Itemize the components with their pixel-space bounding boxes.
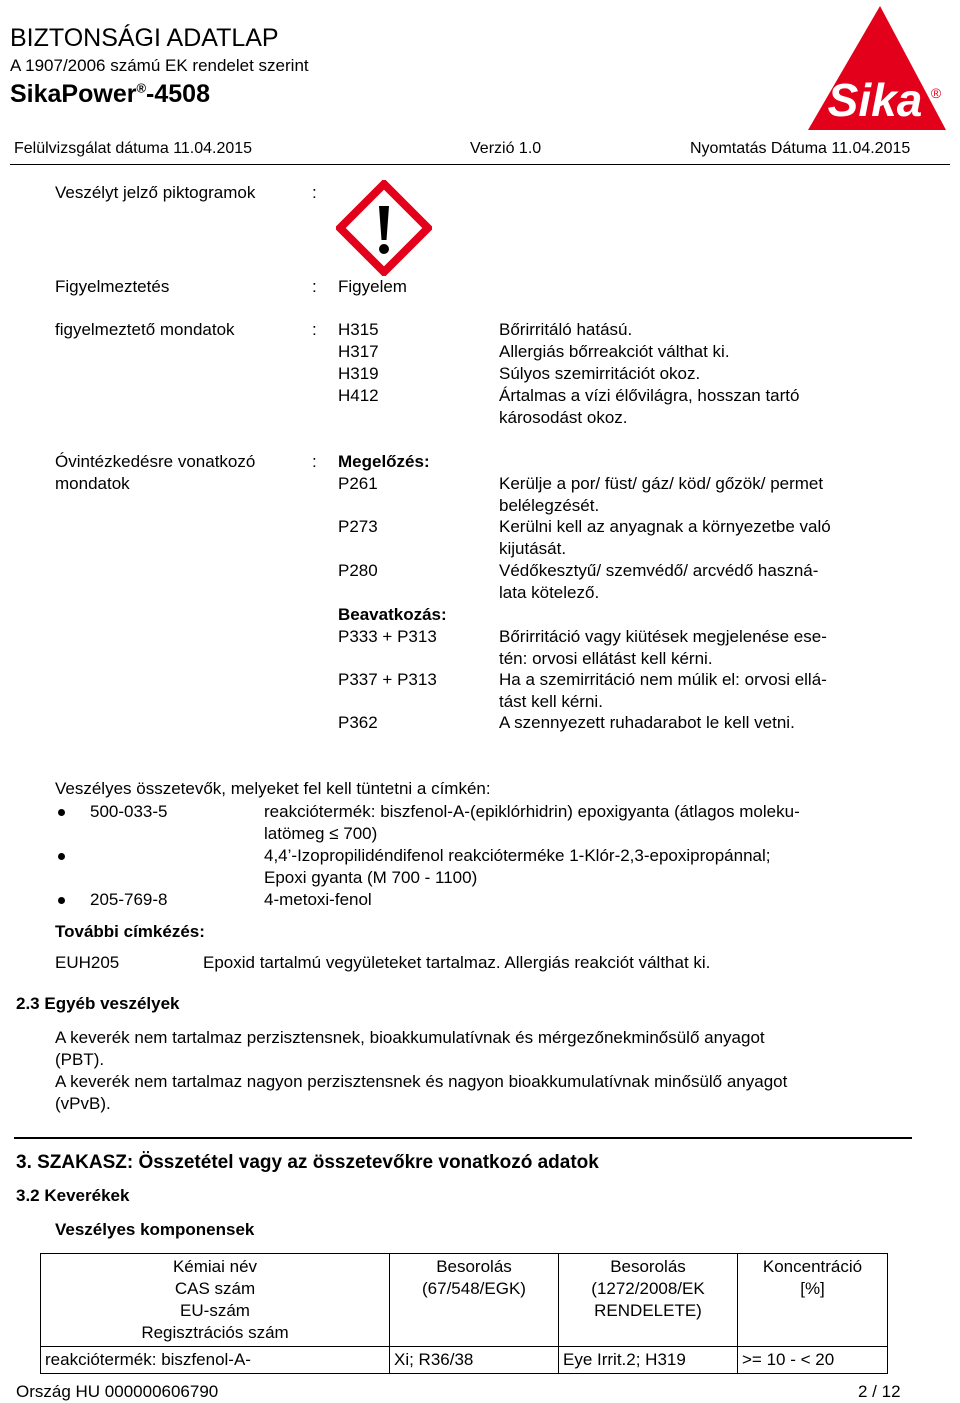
components-table	[40, 1253, 888, 1374]
other-hazards-heading: 2.3 Egyéb veszélyek	[16, 994, 180, 1013]
exclamation-mark-pictogram-icon	[336, 180, 432, 276]
hazard-text: károsodást okoz.	[499, 408, 628, 427]
precaution-code: P337 + P313	[338, 670, 437, 689]
section-3-title: 3. SZAKASZ: Összetétel vagy az összetevőkre vonatkozó adatok	[16, 1152, 599, 1173]
header-cell	[738, 1254, 888, 1347]
precaution-text: Ha a szemirritáció nem múlik el: orvosi ellá-	[499, 670, 827, 689]
registered-mark: ®	[136, 80, 147, 96]
component-name: latömeg ≤ 700)	[264, 824, 378, 843]
regulation-reference: A 1907/2006 számú EK rendelet szerint	[10, 56, 309, 75]
other-hazards-text: A keverék nem tartalmaz nagyon perzisztensnek és nagyon bioakkumulatívnak minősülő anyagot	[55, 1072, 788, 1091]
euh-code: EUH205	[55, 953, 120, 972]
footer-country: Ország HU 000000606790	[16, 1382, 219, 1401]
signal-word: Figyelem	[338, 277, 407, 296]
precaution-code: P261	[338, 474, 378, 493]
product-code: -4508	[146, 80, 210, 108]
footer-page: 2 / 12	[858, 1382, 901, 1401]
precaution-text: tén: orvosi ellátást kell kérni.	[499, 649, 713, 668]
precaution-code: P273	[338, 517, 378, 536]
component-cas: 500-033-5	[90, 802, 168, 821]
hazard-text: Allergiás bőrreakciót válthat ki.	[499, 342, 730, 361]
precaution-text: Bőrirritáció vagy kiütések megjelenése ese-	[499, 627, 827, 646]
product-name-text: SikaPower	[10, 80, 137, 108]
header-cell	[559, 1254, 738, 1347]
hazard-text: Súlyos szemirritációt okoz.	[499, 364, 701, 383]
other-hazards-text: (PBT).	[55, 1050, 105, 1069]
table-header-row	[41, 1254, 888, 1347]
colon: :	[312, 183, 317, 202]
mixtures-heading: 3.2 Keverékek	[16, 1186, 130, 1205]
hazardous-components-title: Veszélyes összetevők, melyeket fel kell tüntetni a címkén:	[55, 779, 491, 798]
component-name: Epoxi gyanta (M 700 - 1100)	[264, 868, 478, 887]
print-date: Nyomtatás Dátuma 11.04.2015	[690, 140, 911, 157]
colon: :	[312, 320, 317, 339]
component-name: reakciótermék: biszfenol-A-(epiklórhidrin) epoxigyanta (átlagos moleku-	[264, 802, 800, 821]
prevention-heading: Megelőzés:	[338, 452, 430, 471]
header-line: Kémiai név	[172, 1257, 258, 1276]
header-line: Koncentráció	[762, 1257, 863, 1276]
hazard-code: H319	[338, 364, 379, 383]
header-line: CAS szám	[174, 1279, 256, 1298]
precaution-text: tást kell kérni.	[499, 692, 603, 711]
precaution-text: belélegzését.	[499, 496, 600, 515]
revision-date: Felülvizsgálat dátuma 11.04.2015	[14, 140, 253, 157]
hazardous-components-heading: Veszélyes komponensek	[55, 1220, 255, 1239]
sika-logo-text: Sika	[827, 74, 923, 126]
sika-logo	[806, 4, 948, 132]
header-line: [%]	[800, 1279, 825, 1298]
table-row	[41, 1347, 888, 1374]
sika-logo-reg: ®	[930, 85, 942, 101]
hazard-code: H412	[338, 386, 379, 405]
product-name	[10, 80, 210, 109]
header-cell	[41, 1254, 390, 1347]
table-cell: >= 10 - < 20	[738, 1347, 888, 1374]
precaution-text: lata kötelező.	[499, 583, 600, 602]
header-line: EU-szám	[180, 1301, 250, 1320]
section-rule	[14, 1137, 912, 1139]
header-line: Besorolás	[436, 1257, 512, 1276]
header-line: Regisztrációs szám	[141, 1323, 289, 1342]
header-rule	[10, 164, 950, 165]
header-line: (67/548/EGK)	[422, 1279, 526, 1298]
bullet	[58, 809, 65, 816]
colon: :	[312, 277, 317, 296]
other-hazards-text: A keverék nem tartalmaz perzisztensnek, bioakkumulatívnak és mérgezőnekminősülő anyagot	[55, 1028, 765, 1047]
colon: :	[312, 452, 317, 471]
hazard-code: H315	[338, 320, 379, 339]
hazard-code: H317	[338, 342, 379, 361]
precaution-code: P280	[338, 561, 378, 580]
version: Verzió 1.0	[470, 140, 542, 157]
component-name: 4,4’-Izopropilidéndifenol reakcióterméke 1-Klór-2,3-epoxipropánnal;	[264, 846, 771, 865]
hazard-statements-label: figyelmeztető mondatok	[55, 320, 235, 339]
additional-labelling-heading: További címkézés:	[55, 922, 205, 941]
precaution-text: Kerülje a por/ füst/ gáz/ köd/ gőzök/ permet	[499, 474, 824, 493]
header-line: Besorolás	[610, 1257, 686, 1276]
header-cell	[390, 1254, 559, 1347]
euh-text: Epoxid tartalmú vegyületeket tartalmaz. Allergiás reakciót válthat ki.	[203, 953, 711, 972]
other-hazards-text: (vPvB).	[55, 1094, 111, 1113]
hazard-text: Ártalmas a vízi élővilágra, hosszan tartó	[499, 386, 800, 405]
signal-word-label: Figyelmeztetés	[55, 277, 170, 296]
document-title: BIZTONSÁGI ADATLAP	[10, 24, 279, 52]
precaution-label: Óvintézkedésre vonatkozó	[55, 452, 256, 471]
component-cas: 205-769-8	[90, 890, 168, 909]
table-cell: Xi; R36/38	[390, 1347, 559, 1374]
component-name: 4-metoxi-fenol	[264, 890, 372, 909]
precaution-text: Védőkesztyű/ szemvédő/ arcvédő haszná-	[499, 561, 819, 580]
precaution-text: kijutását.	[499, 539, 567, 558]
hazard-text: Bőrirritáló hatású.	[499, 320, 633, 339]
pictograms-label: Veszélyt jelző piktogramok	[55, 183, 256, 202]
precaution-text: A szennyezett ruhadarabot le kell vetni.	[499, 713, 795, 732]
table-cell: Eye Irrit.2; H319	[559, 1347, 738, 1374]
bullet	[58, 897, 65, 904]
header-line: (1272/2008/EK	[591, 1279, 705, 1298]
bullet	[58, 853, 65, 860]
precaution-label: mondatok	[55, 474, 130, 493]
response-heading: Beavatkozás:	[338, 605, 447, 624]
table-cell: reakciótermék: biszfenol-A-	[41, 1347, 390, 1374]
precaution-code: P333 + P313	[338, 627, 437, 646]
precaution-text: Kerülni kell az anyagnak a környezetbe való	[499, 517, 831, 536]
header-line: RENDELETE)	[594, 1301, 702, 1320]
precaution-code: P362	[338, 713, 378, 732]
